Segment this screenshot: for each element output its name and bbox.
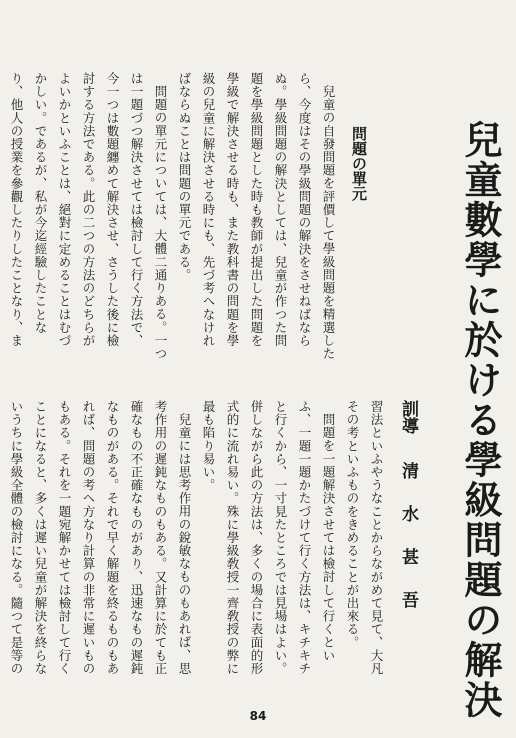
- paragraph: 問題を一題解決させては檢討して行くといふ、一題一題かたづけて行く方法は、キチキチと行くから、一寸見たところでは見場はよい。併しながら此の方法は、多くの場合に表面的形式的に流れ易い。殊に學級敎授一齊敎授の弊に最も陷り易い。: [201, 400, 336, 676]
- paragraph: 習法といふやうなことからながめて見て、大凡その考といふものをきめることが出來る。: [345, 400, 384, 676]
- section-heading: 問題の單元: [350, 126, 368, 201]
- paragraph: 兒童の自發問題を評價して學級問題を精選したら、今度はその學級問題の解決をさせねばならぬ。學級問題の解決としては、兒童が作つた問題を學級問題とした時も教師が提出した問題を學級で解決させる時も、また教科書の問題を學級の兒童に解決させる時にも、先づ考へなければならぬことは問題の單元である。: [177, 72, 336, 360]
- author-name: 清水甚吾: [398, 462, 418, 634]
- author-byline: [396, 400, 420, 672]
- body-text-upper: [9, 72, 340, 360]
- paragraph: 問題の單元については、大體二通りある。一つは一題づつ解決させては檢討して行く方法で、今一つは數題纏めて解決させ、さうした後に檢討する方法である。此の二つの方法のどちらがよいかといふことは、絕對に定めることはむづかしい。であるが、私が今迄經驗したことなり、他人の授業を參觀したりしたことなり、ま: [9, 72, 168, 360]
- article-title: 兒童數學に於ける學級問題の解決: [458, 120, 503, 720]
- body-text-lower-left: [9, 400, 388, 684]
- author-role: 訓導: [398, 400, 418, 434]
- paragraph: 兒童には思考作用の銳敏なものもあれば、思考作用の遲鈍なものもある。又計算に於ても正確なもの不正確なものがあり、迅速なもの遲鈍なものがある。それで早く解題を終るものもあれば、問題の考へ方なり計算の非常に遲いものもある。それを一題宛解かせては檢討して行くことになると、多くは遲い兒童が解決を終らないうちに學級全體の檢討になる。隨つて是等の: [9, 400, 192, 676]
- page-number: 84: [249, 709, 267, 723]
